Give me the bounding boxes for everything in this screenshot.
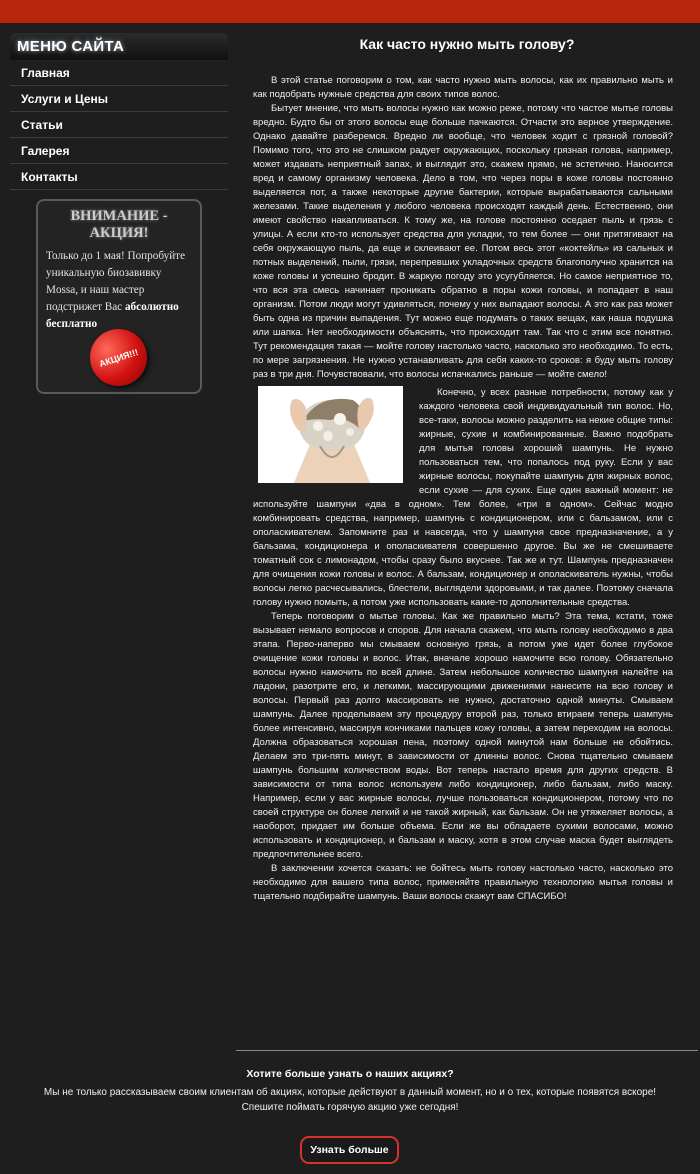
footer-divider <box>236 1050 698 1051</box>
promo-text <box>46 248 192 333</box>
sidebar-item-home[interactable]: Главная <box>10 60 228 86</box>
sidebar-menu <box>10 60 228 190</box>
article-paragraph: Теперь поговорим о мытье головы. Как же правильно мыть? Эта тема, кстати, тоже вызывает немало вопросов и споров. Для начала скажем, что мыть голову необходимо в два этапа. Перво-наперво мы смываем основную грязь, а потом уже идет более глубокое очищение кожи головы и волос. Итак, вначале хорошо намочите всю голову. Обязательно волосы нужно намочить по всей длине. Затем небольшое количество шампуня налейте на ладони, разотрите его, и легкими, массирующими движениями нанесите на всю голову и волосы. Первый раз долго массировать не нужно, достаточно одной минуты. Смываем шампунь. Далее проделываем эту процедуру второй раз, только втираем теперь шампунь более интенсивно, массируя кончиками пальцев кожу головы, а затем переходим на волосы. Должна образоваться хорошая пена, поэтому одной минутой нам больше не обойтись. Делаем это три-пять минут, в зависимости от длинны волос. Снова тщательно смываем шампунь большим количеством воды. Вот теперь настало время для других средств. В зависимости от типа волос используем либо кондиционер, либо бальзам, либо маску. Например, если у вас жирные волосы, лучше пользоваться кондиционером, потому что по своей структуре он более легкий и не такой жирный, как бальзам. Он не утяжеляет волосы, а наоборот, придает им больше объема. Если же вы обладаете сухими волосами, можно использовать и кондиционер, и бальзам и маску, хотя в этом случае маска будет выглядеть предпочтительнее всего. <box>253 611 673 860</box>
article-paragraph: В этой статье поговорим о том, как часто нужно мыть волосы, как их правильно мыть и как подобрать нужные средства для своих типов волос. <box>253 75 673 100</box>
article-paragraph: Бытует мнение, что мыть волосы нужно как можно реже, потому что частое мытье головы вредно. Будто бы от этого волосы еще больше пачкаются. Отчасти это верное утверждение. Однако давайте разберемся. Вредно ли вообще, что человек ходит с грязной головой? Помимо того, что это не слишком радует окружающих, поскольку грязная голова, например, может издавать неприятный запах, и выглядит это, скажем прямо, не эстетично. Наносится вред и самому организму человека. Дело в том, что через поры в коже головы постоянно выделяется пот, а также некоторые другие бактерии, которые вырабатываются сальными железами. Такие выделения у любого человека происходят каждый день. Естественно, они имеют свойство накапливаться. К тому же, на голове постоянно оседает пыль и грязь с улицы. А если кто-то использует средства для укладки, то тем более — они притягивают на себя окружающую пыль, да еще и склеивают ее. Потом весь этот «коктейль» из сальных и потных выделений, пыли, грязи, перепревших укладочных средств благополучно хранится на коже головы и успешно бродит. В жаркую погоду это усугубляется. Но самое неприятное то, что вся эта смесь начинает проникать обратно в поры кожи головы, и попадает в наш организм. Потом люди могут удивляться, почему у них выпадают волосы. А это как раз может быть одна из причин выпадения. Тут можно еще подумать о таких вещах, как наша подушка или шапка. Нет необходимости объяснять, что происходит там. Так что с этим все понятно. Тут рекомендация такая — мойте голову настолько часто, насколько это необходимо. То есть, по мере загрязнения. Не нужно устанавливать для себя каких-то сроков: я буду мыть голову раз в три дня. Почувствовали, что волосы испачкались раньше — мойте смело! <box>253 103 673 380</box>
learn-more-button[interactable]: Узнать больше <box>300 1136 399 1164</box>
footer-heading: Хотите больше узнать о наших акциях? <box>246 1068 454 1080</box>
promo-box <box>36 199 202 394</box>
footer-promo <box>0 1068 700 1115</box>
sidebar <box>10 33 228 369</box>
promo-title: ВНИМАНИЕ - АКЦИЯ! <box>70 208 168 241</box>
promo-text-main: Только до 1 мая! Попробуйте уникальную биозавивку Mossa, и наш мастер подстрижет Вас <box>46 250 186 313</box>
promo-badge-icon[interactable]: АКЦИЯ!!! <box>83 322 155 394</box>
article-paragraph: В заключении хочется сказать: не бойтесь мыть голову настолько часто, насколько это необходимо для вашего типа волос, применяйте правильную технологию мытья головы и тщательно подбирайте шампунь. Ваши волосы скажут вам СПАСИБО! <box>253 863 673 902</box>
top-header-bar <box>0 0 700 23</box>
sidebar-item-gallery[interactable]: Галерея <box>10 138 228 164</box>
hair-washing-photo-icon <box>258 386 403 483</box>
sidebar-item-articles[interactable]: Статьи <box>10 112 228 138</box>
footer-text-line-2: Спешите поймать горячую акцию уже сегодня! <box>241 1102 459 1113</box>
sidebar-item-services-prices[interactable]: Услуги и Цены <box>10 86 228 112</box>
page-title: Как часто нужно мыть голову? <box>359 36 575 52</box>
article-body <box>253 74 673 904</box>
promo-text-highlight: абсолютно бесплатно <box>46 301 179 330</box>
hair-washing-illustration <box>258 386 403 483</box>
article-paragraph: Конечно, у всех разные потребности, потому как у каждого человека свой индивидуальный тип волос. Но, все-таки, волосы можно разделить на некие общие типы: жирные, сухие и комбинированные. Важно подобрать для мытья головы хороший шампунь. Не нужно пользоваться тем, что попалось под руку. Если у вас жирные волосы, покупайте шампунь для жирных волос, если сухие — для сухих. Еще один важный момент: не используйте шампуни «два в одном». Тем более, «три в одном». Сейчас модно комбинировать средства, например, шампунь с кондиционером, или с бальзамом, или с ополаскивателем. Запомните раз и навсегда, что у шампуня свое предназначение, а у бальзама, кондиционера и ополаскивателя совершенно другое. Вы же не смешиваете томатный сок с лимонадом, чтобы сразу было вкуснее. Так же и тут. Шампунь предназначен для очищения кожи головы и волос. А бальзам, кондиционер и ополаскиватель нужны, чтобы волосы легко расчесывались, блестели, выглядели здоровыми, и так далее. Поэтому сначала голову нужно помыть, а потом уже использовать какие-то дополнительные средства. <box>253 387 673 608</box>
sidebar-item-contacts[interactable]: Контакты <box>10 164 228 190</box>
footer-text-line-1: Мы не только рассказываем своим клиентам об акциях, которые действуют в данный момент, но и о тех, которые появятся вскоре! <box>43 1087 657 1098</box>
sidebar-menu-title: МЕНЮ САЙТА <box>10 33 228 60</box>
main-content <box>253 36 673 904</box>
